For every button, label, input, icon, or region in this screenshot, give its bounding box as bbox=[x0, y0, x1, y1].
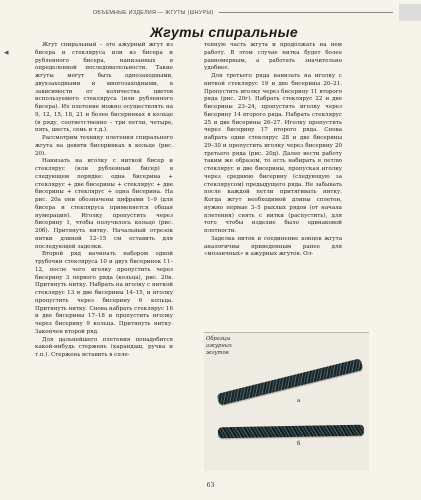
paragraph: Для дальнейшего плетения понадобится какой-нибудь стержень (карандаш, ручка и т.п.). Стержень вставить в спле- bbox=[35, 336, 173, 358]
page-number: 63 bbox=[206, 482, 215, 489]
paragraph: Для третьего ряда нанизать на иголку с ниткой стеклярус 19 и две бисерины 20–21. Пропустить иголку через бисерину 11 второго ряда (рис. 20г). Набрать стеклярус 22 и две бисерины 23–24, пропустить иголку через бисерину 14 второго ряда. Набрать стеклярус 25 и две бисерины 26–27. Иголку пропустить через бисерину 17 второго ряда. Снова набрать один стеклярус 28 и две бисерины 29–30 и пропустить иголку через бисерину 20 третьего ряда (рис. 20д). Далее вести работу таким же образом, то есть набирать в петлю стеклярус и две бисерины, пропуская иголку через среднюю бисерину (следующую за стеклярусом) предыдущего ряда. Не забывать после каждой петли притягивать нитку. Когда жгут необходимой длины сплетен, нужно первые 3–5 рыхлых рядов (от начала плетения) снять с нитки (распустить), для того чтобы изделие было одинаковой плотности. bbox=[204, 73, 342, 234]
paragraph: Рассмотрим технику плетения спирального жгута на девяти бисеринках в кольце (рис. 20). bbox=[35, 135, 173, 157]
paragraph: Жгут спиральный – это ажурный жгут из бисера и стекляруса или из бисера и рубленного бисера, нанизанных в определенной последовательности. Такие жгуты могут быть однозаходными, двухзаходными и многозаходными, в зависимости от количества цветов используемого стекляруса (или рубленного бисера). Их плетение можно осуществлять на 9, 12, 15, 18, 21 и более бисеринках в кольце (в ряду, соответственно – три петли, четыре, пять, шесть, семь и т.д.). bbox=[35, 42, 173, 134]
running-head-text: ОБЪЕМНЫЕ ИЗДЕЛИЯ — ЖГУТЫ (ШНУРЫ) bbox=[93, 9, 214, 16]
page-title: Жгуты спиральные bbox=[150, 24, 298, 40]
margin-arrow-icon: ◂ bbox=[4, 48, 9, 58]
paragraph: Заделка ниток и соединение концов жгута аналогичны приведенным ранее для «мозаичных» и ажурных жгутов. Ол- bbox=[204, 235, 342, 258]
running-header bbox=[93, 8, 393, 17]
left-column bbox=[35, 42, 173, 360]
paragraph: Нанизать на иголку с ниткой бисер и стеклярус (или рубленный бисер) в следующем порядке: одна бисерина + стеклярус + две бисерины + стеклярус + две бисерины + стеклярус + одна бисерина. На рис. 20а они обозначены цифрами 1–9 (для бисера и стекляруса применяется общая нумерация). Иголку пропустить через бисерину 1, чтобы получилось кольцо (рис. 20б). Притянуть нитку. Начальный отрезок нитки длиной 12–15 см оставить для последующей заделки. bbox=[35, 158, 173, 250]
paragraph: Второй ряд начинать набором одной трубочки стекляруса 10 и двух бисеринок 11–12, после чего иголку пропустить через бисерину 3 первого ряда (кольца), рис. 20в. Притянуть нитку. Набрать на иголку с ниткой стеклярус 13 и две бисерины 14–15, и иголку пропустить через бисерину 6 кольца. Притянуть нитку. Снова набрать стеклярус 16 и две бисерины 17–18 и пропустить иголку через бисерину 9 кольца. Притянуть нитку. Закончен второй ряд. bbox=[35, 251, 173, 335]
header-rule bbox=[219, 12, 393, 13]
figure-label-b: б bbox=[297, 441, 301, 447]
right-column bbox=[204, 42, 342, 259]
figure-label-a: а bbox=[297, 398, 301, 404]
corner-marker bbox=[399, 4, 421, 21]
figure-caption: Образцы ажурных жгутов bbox=[206, 336, 232, 356]
paragraph: тенную часть жгута и продолжать на нем работу. В этом случае нитка будет более равномерным, а работать значительно удобнее. bbox=[204, 42, 342, 72]
